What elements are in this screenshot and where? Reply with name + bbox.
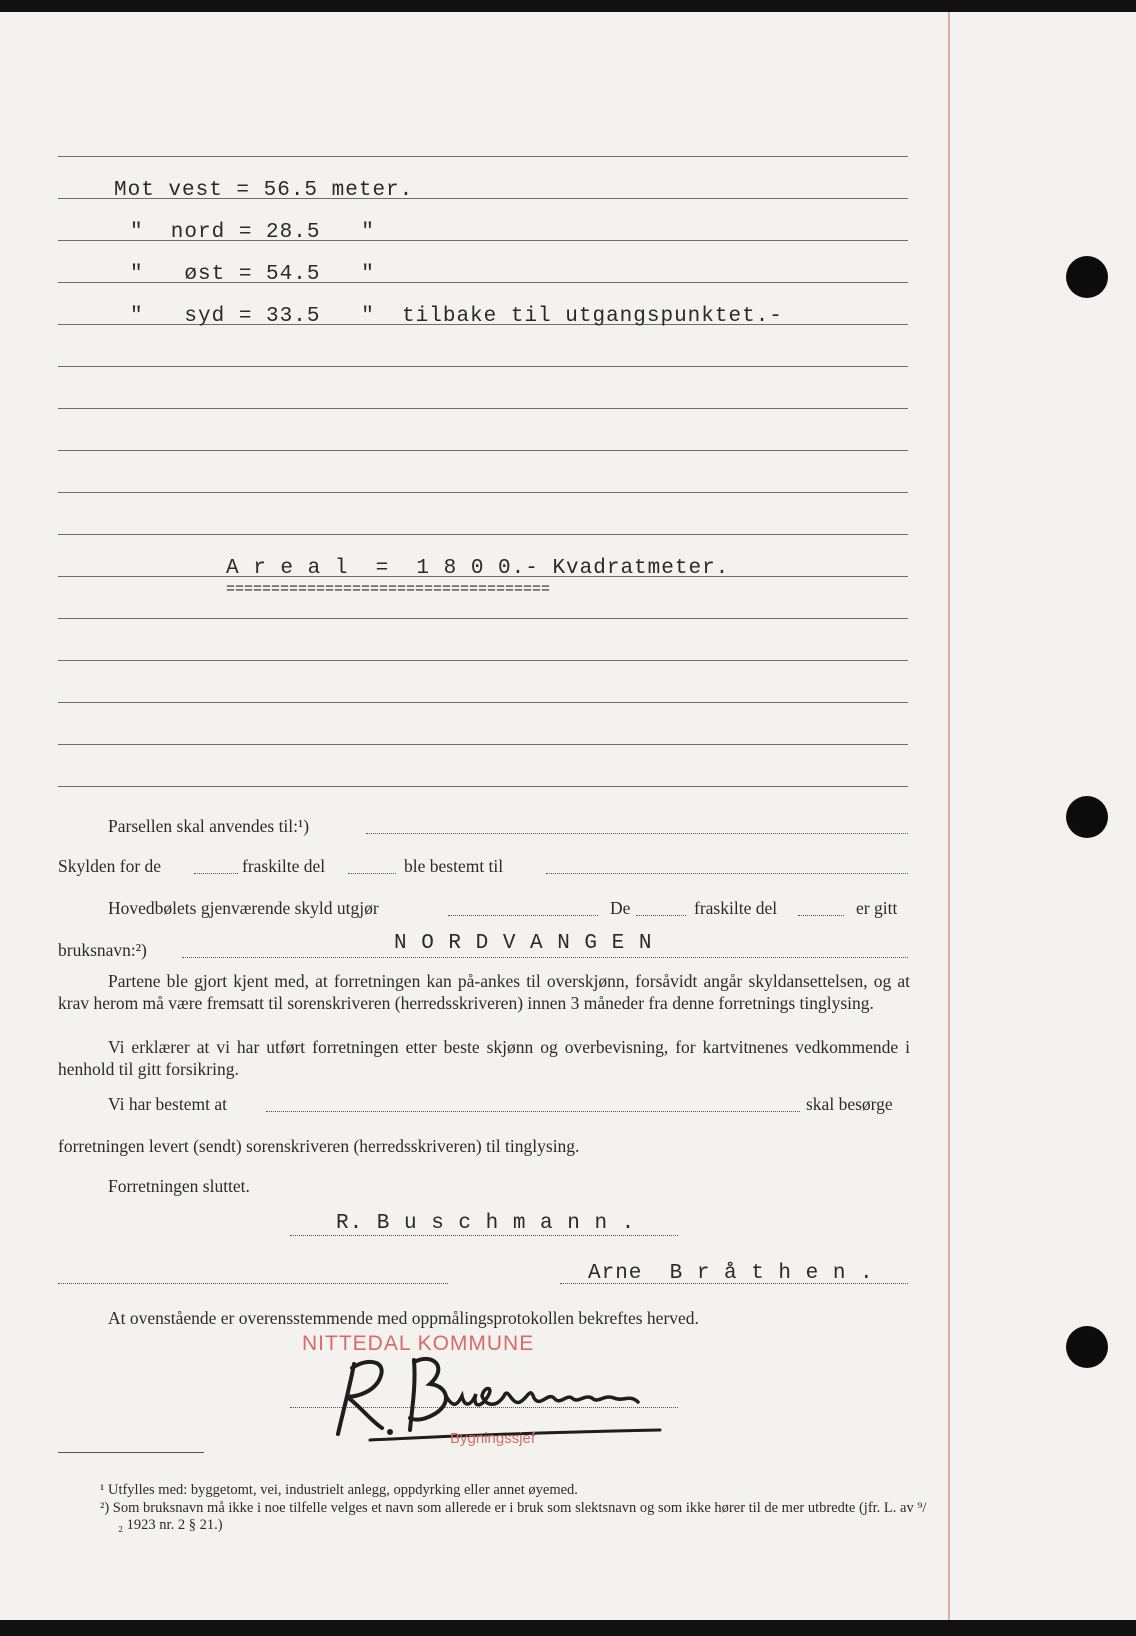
bestemt-til-field — [546, 872, 908, 874]
de-label: De — [610, 898, 631, 918]
signature-brathen: Arne B r å t h e n . — [588, 1262, 874, 1285]
bestemt-at-label: Vi har bestemt at — [108, 1094, 227, 1114]
area-underline: ==================================== — [226, 581, 551, 598]
ruled-line — [58, 744, 908, 745]
besorge-label: skal besørge — [806, 1094, 893, 1114]
skylden-field — [194, 872, 238, 874]
ble-bestemt-label: ble bestemt til — [404, 856, 504, 876]
signature-buschmann: R. B u s c h m a n n . — [336, 1212, 636, 1235]
ruled-line — [58, 660, 908, 661]
signature-line-2 — [58, 1282, 448, 1284]
measurement-east: " øst = 54.5 " — [130, 263, 375, 286]
footnote-1: ¹ Utfylles med: byggetomt, vei, industrielt anlegg, oppdyrking eller annet øyemed. — [100, 1482, 578, 1498]
declaration-paragraph: Vi erklærer at vi har utført forretningen etter beste skjønn og overbevisning, for kartvitnenes vedkommende i henhold til gitt forsikring. — [58, 1037, 910, 1079]
ruled-line — [58, 492, 908, 493]
fraskilte-del-field — [348, 872, 396, 874]
footnote-rule — [58, 1452, 204, 1453]
document-page — [0, 12, 1136, 1620]
footnote-2: ²) Som bruksnavn må ikke i noe tilfelle velges et navn som allerede er i bruk som slektsnavn og som ikke hører til de mer utbredte (jfr. L. av ⁹/₂ 1923 nr. 2 § 21.) — [100, 1500, 927, 1533]
ruled-line — [58, 408, 908, 409]
certification-text: At ovenstående er overensstemmende med oppmålingsprotokollen bekreftes herved. — [108, 1308, 699, 1328]
ruled-line — [58, 702, 908, 703]
measurement-south: " syd = 33.5 " tilbake til utgangspunktet.- — [130, 305, 783, 328]
ruled-line — [58, 534, 908, 535]
area-statement: A r e a l = 1 8 0 0.- Kvadratmeter. — [226, 557, 730, 580]
ruled-line — [58, 618, 908, 619]
skylden-label: Skylden for de — [58, 856, 162, 876]
fraskilte-del-label: fraskilte del — [242, 856, 326, 876]
punch-hole — [1066, 1326, 1108, 1368]
appeal-paragraph: Partene ble gjort kjent med, at forretningen kan på-ankes til overskjønn, forsåvidt angår skyldansettelsen, og at krav herom må være fremsatt til sorenskriveren (herredsskriveren) innen 3 måneder fra denne forretnings tinglysing. — [58, 971, 910, 1013]
fraskilte-del-field-2 — [798, 914, 844, 916]
bruksnavn-label: bruksnavn:²) — [58, 940, 147, 960]
measurement-west: Mot vest = 56.5 meter. — [114, 179, 414, 202]
bruksnavn-value: N O R D V A N G E N — [394, 932, 653, 955]
punch-hole — [1066, 796, 1108, 838]
bestemt-at-field — [266, 1110, 800, 1112]
bygningssjef-stamp: Bygningssjef — [450, 1430, 536, 1447]
ruled-line — [58, 450, 908, 451]
scan-bottom-border — [0, 1620, 1136, 1636]
fraskilte-del-label-2: fraskilte del — [694, 898, 778, 918]
measurement-north: " nord = 28.5 " — [130, 221, 375, 244]
ruled-line — [58, 786, 908, 787]
hovedbolets-field — [448, 914, 598, 916]
parsellen-field — [366, 832, 908, 834]
er-gitt-label: er gitt — [856, 898, 898, 918]
scan-top-border — [0, 0, 1136, 12]
parsellen-label: Parsellen skal anvendes til:¹) — [108, 816, 310, 836]
hovedbolets-label: Hovedbølets gjenværende skyld utgjør — [108, 898, 379, 918]
levert-label: forretningen levert (sendt) sorenskriveren (herredsskriveren) til tinglysing. — [58, 1136, 580, 1156]
ruled-line — [58, 156, 908, 157]
ruled-line — [58, 366, 908, 367]
sluttet-label: Forretningen sluttet. — [108, 1176, 250, 1196]
de-field — [636, 914, 686, 916]
municipality-stamp: NITTEDAL KOMMUNE — [302, 1332, 535, 1355]
margin-line — [948, 12, 950, 1620]
punch-hole — [1066, 256, 1108, 298]
bruksnavn-field — [182, 956, 908, 958]
